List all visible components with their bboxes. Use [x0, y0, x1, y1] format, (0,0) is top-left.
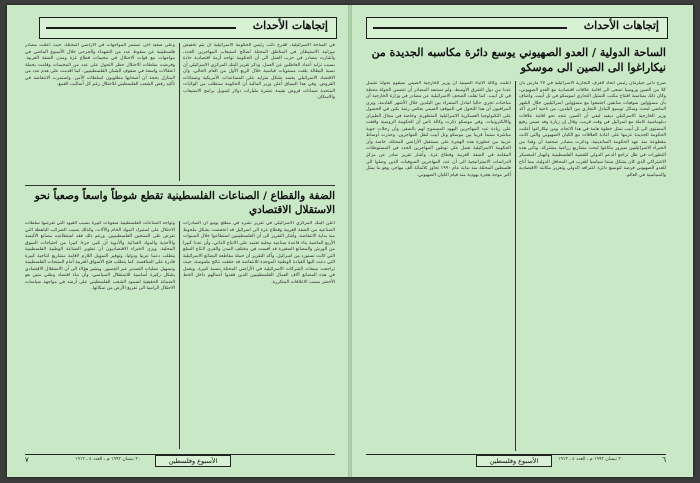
banner-rule: [46, 27, 236, 29]
right-page: [352, 5, 693, 477]
page-footer: [366, 454, 666, 467]
section-divider: [25, 185, 335, 186]
page-number: ٧: [25, 456, 29, 464]
section-title: إتجاهات الأحداث: [583, 19, 659, 32]
left-page: [7, 5, 348, 477]
banner-rule: [373, 27, 567, 29]
column-divider: [179, 43, 180, 181]
article-headline: الضفة والقطاع / الصناعات الفلسطينية تقطع شوطاً واسعاً وصعباً نحو الاستقلال الاقتصادي: [34, 190, 335, 216]
section-banner: [39, 17, 337, 39]
article-column: أعلن البنك المركزي الاسرائيلي في تقرير نشره في مطلع يونيو أن الصادرات الصناعية من الضفة الغربية وقطاع غزة الى اسرائيل قد انخفضت بشكل ملحوظ منذ بداية الانتفاضة، وأشار التقرير الى أن الفلسطينيين استطاعوا خلال السنوات الأربع الماضية بناء قاعدة صناعية محلية تعتمد على الانتاج الذاتي، وأن عددا كبيرا من الورش والمصانع الصغيرة قد أقيمت في مختلف المدن والقرى لانتاج السلع التي كانت تستورد من اسرائيل. وأكد التقرير أن حملة مقاطعة البضائع الاسرائيلية التي دعت اليها القيادة الوطنية الموحدة للانتفاضة قد حققت نتائج ملموسة، حيث تراجعت مبيعات الشركات الاسرائيلية في الأراضي المحتلة بنسبة كبيرة. ويعمل في هذه المصانع آلاف العمال الفلسطينيين الذين فقدوا أعمالهم داخل الخط الأخضر بسبب الاغلاقات المتكررة.: [183, 221, 335, 285]
page-number: ٦: [662, 456, 666, 464]
column-divider: [179, 221, 180, 449]
section-banner: [366, 17, 668, 39]
article-column: وتواجه الصناعات الفلسطينية صعوبات كبيرة بسبب القيود التي تفرضها سلطات الاحتلال على استيراد المواد الخام والآلات، وكذلك بسبب الضرائب الباهظة التي تفرض على المنتجين الفلسطينيين. ورغم ذلك فقد استطاعت مصانع الألبسة والأحذية والمواد الغذائية والأدوية أن تلبي جزءا كبيرا من احتياجات السوق المحلية. ويرى الخبراء الاقتصاديون أن تطوير الصناعة الوطنية الفلسطينية يتطلب دعما عربيا ودوليا، وتوفير التمويل اللازم لاقامة مشاريع انتاجية كبيرة قادرة على المنافسة. كما يتطلب فتح الأسواق العربية أمام المنتجات الفلسطينية وتسهيل عمليات التصدير عبر الجسور. ويشير هؤلاء الى أن الاستقلال الاقتصادي يشكل ركيزة أساسية للاستقلال السياسي، وأن بناء اقتصاد وطني متين هو الضمانة الحقيقية لصمود الشعب الفلسطيني على أرضه في مواجهة سياسات الاحتلال الرامية الى تفريغ الأرض من سكانها.: [25, 221, 175, 292]
issue-date: ٢٠ نيسان ١٩٩٢ م ـ العدد ٤ ـ ١٩١٢: [558, 457, 624, 462]
publication-name: الأسبوع وفلسطين: [155, 455, 231, 467]
article-column: أعلنت وكالة الأنباء الصينية أن وزير الخارجية الصيني سيقوم بجولة تشمل عددا من دول الشرق الأوسط، ولم تستبعد المصادر أن تتضمن الجولة محطة في تل أبيب. كما نقلت الصحف الاسرائيلية عن مصادر في وزارة الخارجية أن مباحثات تجري حاليا لتبادل السفراء بين البلدين خلال الأشهر القادمة. ويرى المراقبون أن هذا التحول في الموقف الصيني يعكس رغبة بكين في الحصول على التكنولوجيا العسكرية الاسرائيلية المتطورة، وخاصة في مجال الطيران والالكترونيات. وفي موسكو ذكرت وكالة تاس أن الحكومة الروسية وافقت على زيادة عدد المهاجرين اليهود المسموح لهم بالسفر، وأن رحلات جوية مباشرة ستبدأ قريبا بين موسكو وتل أبيب لنقل المهاجرين. وحذرت أوساط عربية من خطورة هذه الهجرة على مستقبل الأراضي المحتلة، خاصة وأن الحكومة الاسرائيلية تعمل على توطين المهاجرين الجدد في المستوطنات المقامة في الضفة الغربية وقطاع غزة. وأشار تقرير صادر عن مركز الدراسات الاستراتيجية الى أن عدد المهاجرين السوفيات الذين وصلوا الى فلسطين المحتلة منذ بداية عام ١٩٩٠ تجاوز ثلاثمائة ألف مهاجر، وهو ما يمثل أكبر موجة هجرة يهودية منذ قيام الكيان الصهيوني.: [366, 81, 511, 178]
article-column: في الساحة الاسرائيلية، اقترح نائب رئيس الحكومة الاسرائيلية أن يتم تخفيض ميزانية الاستيطان في المناطق المحتلة لصالح استيعاب المهاجرين الجدد، وأشارت مصادر في حزب العمل الى أن الحكومة تواجه أزمة اقتصادية حادة بسبب تزايد أعداد العاطلين عن العمل. وذكر تقرير البنك المركزي الاسرائيلي أن نسبة البطالة بلغت مستويات قياسية خلال الربع الأول من العام الحالي، وأن الاقتصاد الاسرائيلي يعتمد بشكل متزايد على المساعدات الأمريكية وضمانات القروض. وفي هذا السياق أعلن وزير المالية أن الحكومة ستطلب من الولايات المتحدة ضمانات قروض بقيمة عشرة مليارات دولار لتمويل برامج الاستيعاب والاسكان.: [183, 43, 335, 101]
publication-name: الأسبوع وفلسطين: [476, 455, 552, 467]
article-headline: الساحة الدولية / العدو الصهيوني يوسع دائرة مكاسبه الجديدة من نيكاراغوا الى الصين الى موسكو: [371, 46, 666, 74]
article-column: صرح داني جيلرمان رئيس اتحاد الغرف التجارية الاسرائيلية في ٢٧ مارس بأن كلا من الصين وروسيا تسعى الى اقامة علاقات اقتصادية مع العدو الصهيوني، وكان ذلك بمناسبة افتتاح مكتب التمثيل التجاري لموسكو في تل أبيب، وأضاف بأن مسؤولين سوفيات سابقين اجتمعوا مع مسؤولين اسرائيليين خلال الشهر الماضي لبحث وسائل توسيع التبادل التجاري بين البلدين. من ناحية أخرى أكد وزير الخارجية الاسرائيلي ديفيد ليفي أن الصين تتجه نحو اقامة علاقات دبلوماسية كاملة مع اسرائيل في وقت قريب، وقال إن زيارة وفد صيني رفيع المستوى الى تل أبيب تمثل خطوة هامة في هذا الاتجاه. ومن نيكاراغوا أعلنت الحكومة الجديدة عزمها على اعادة العلاقات مع الكيان الصهيوني والتي كانت مقطوعة منذ عهد الحكومة الساندينية، وذكرت مصادر صحفية أن وفدا من الخبراء الاسرائيليين سيزور ماناغوا لبحث مشاريع زراعية مشتركة. وتأتي هذه التطورات في ظل تراجع الدعم الدولي للقضية الفلسطينية وانهيار المعسكر الاشتراكي الذي كان يشكل سندا سياسيا للعرب في المحافل الدولية، مما أتاح للعدو الصهيوني فرصة لتوسيع دائرة اعترافه الدولي وتعزيز مكانته الاقتصادية والسياسية في العالم.: [519, 81, 666, 178]
section-title: إتجاهات الأحداث: [252, 19, 328, 32]
newspaper-spread: [7, 5, 693, 477]
column-divider: [515, 81, 516, 451]
page-footer: [25, 454, 335, 467]
article-column: وعلى صعيد آخر، تستمر المواجهات في الأراضي المحتلة، حيث أعلنت مصادر فلسطينية عن سقوط عدد من الشهداء والجرحى خلال الأسبوع الماضي في مواجهات مع قوات الاحتلال في مخيمات قطاع غزة ومدن الضفة الغربية. وفرضت سلطات الاحتلال حظر التجول على عدد من المخيمات وقامت بحملة اعتقالات واسعة في صفوف الشبان الفلسطينيين، كما أقدمت على هدم عدد من المنازل بحجة أن أصحابها مطلوبون لسلطات الأمن. واستمرت الانتفاضة في تأكيد رفض الشعب الفلسطيني للاحتلال رغم كل أساليب القمع.: [25, 43, 175, 88]
issue-date: ٢٠ نيسان ١٩٩٢ م ـ العدد ٤ ـ ١٩١٢: [75, 457, 141, 462]
